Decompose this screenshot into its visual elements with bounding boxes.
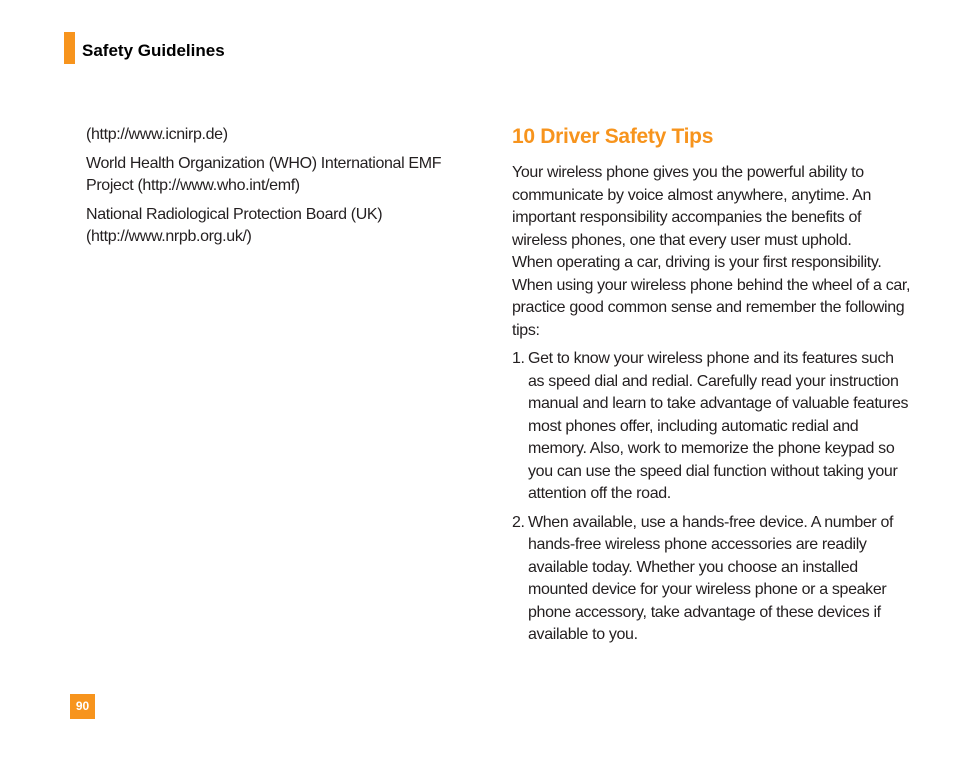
reference-link-nrpb: National Radiological Protection Board (UK) (http://www.nrpb.org.uk/) bbox=[86, 206, 383, 245]
driver-safety-column bbox=[512, 124, 912, 653]
intro-paragraph: Your wireless phone gives you the powerful ability to communicate by voice almost anywhere, anytime. An important responsibility accompanies the benefits of wireless phones, one that every user must uphold. bbox=[512, 164, 872, 249]
tip-text: When available, use a hands-free device. A number of hands-free wireless phone accessories are readily available today. Whether you choose an installed mounted device for your wireless phone or a speaker phone accessory, take advantage of these devices if available to you. bbox=[528, 513, 894, 643]
header-accent-bar bbox=[64, 32, 75, 64]
tip-item bbox=[512, 348, 912, 506]
page-number-badge: 90 bbox=[70, 694, 95, 719]
tip-number: 2. bbox=[512, 513, 525, 531]
tips-lead-paragraph: When using your wireless phone behind the wheel of a car, practice good common sense and remember the following tips: bbox=[512, 276, 911, 339]
reference-links-column bbox=[86, 124, 476, 255]
reference-link-who: World Health Organization (WHO) International EMF Project (http://www.who.int/emf) bbox=[86, 155, 442, 194]
driver-safety-heading: 10 Driver Safety Tips bbox=[512, 125, 714, 148]
reference-link-icnirp: (http://www.icnirp.de) bbox=[86, 126, 228, 143]
page-section-title: Safety Guidelines bbox=[82, 41, 225, 60]
tips-list bbox=[512, 348, 912, 647]
tip-text: Get to know your wireless phone and its features such as speed dial and redial. Carefully read your instruction manual and learn to take advantage of valuable features most phones offer, including automatic redial and memory. Also, work to memorize the phone keypad so you can use the speed dial function without taking your attention off the road. bbox=[528, 350, 909, 502]
tip-item bbox=[512, 512, 912, 647]
driving-responsibility-paragraph: When operating a car, driving is your first responsibility. bbox=[512, 254, 882, 271]
tip-number: 1. bbox=[512, 350, 525, 367]
